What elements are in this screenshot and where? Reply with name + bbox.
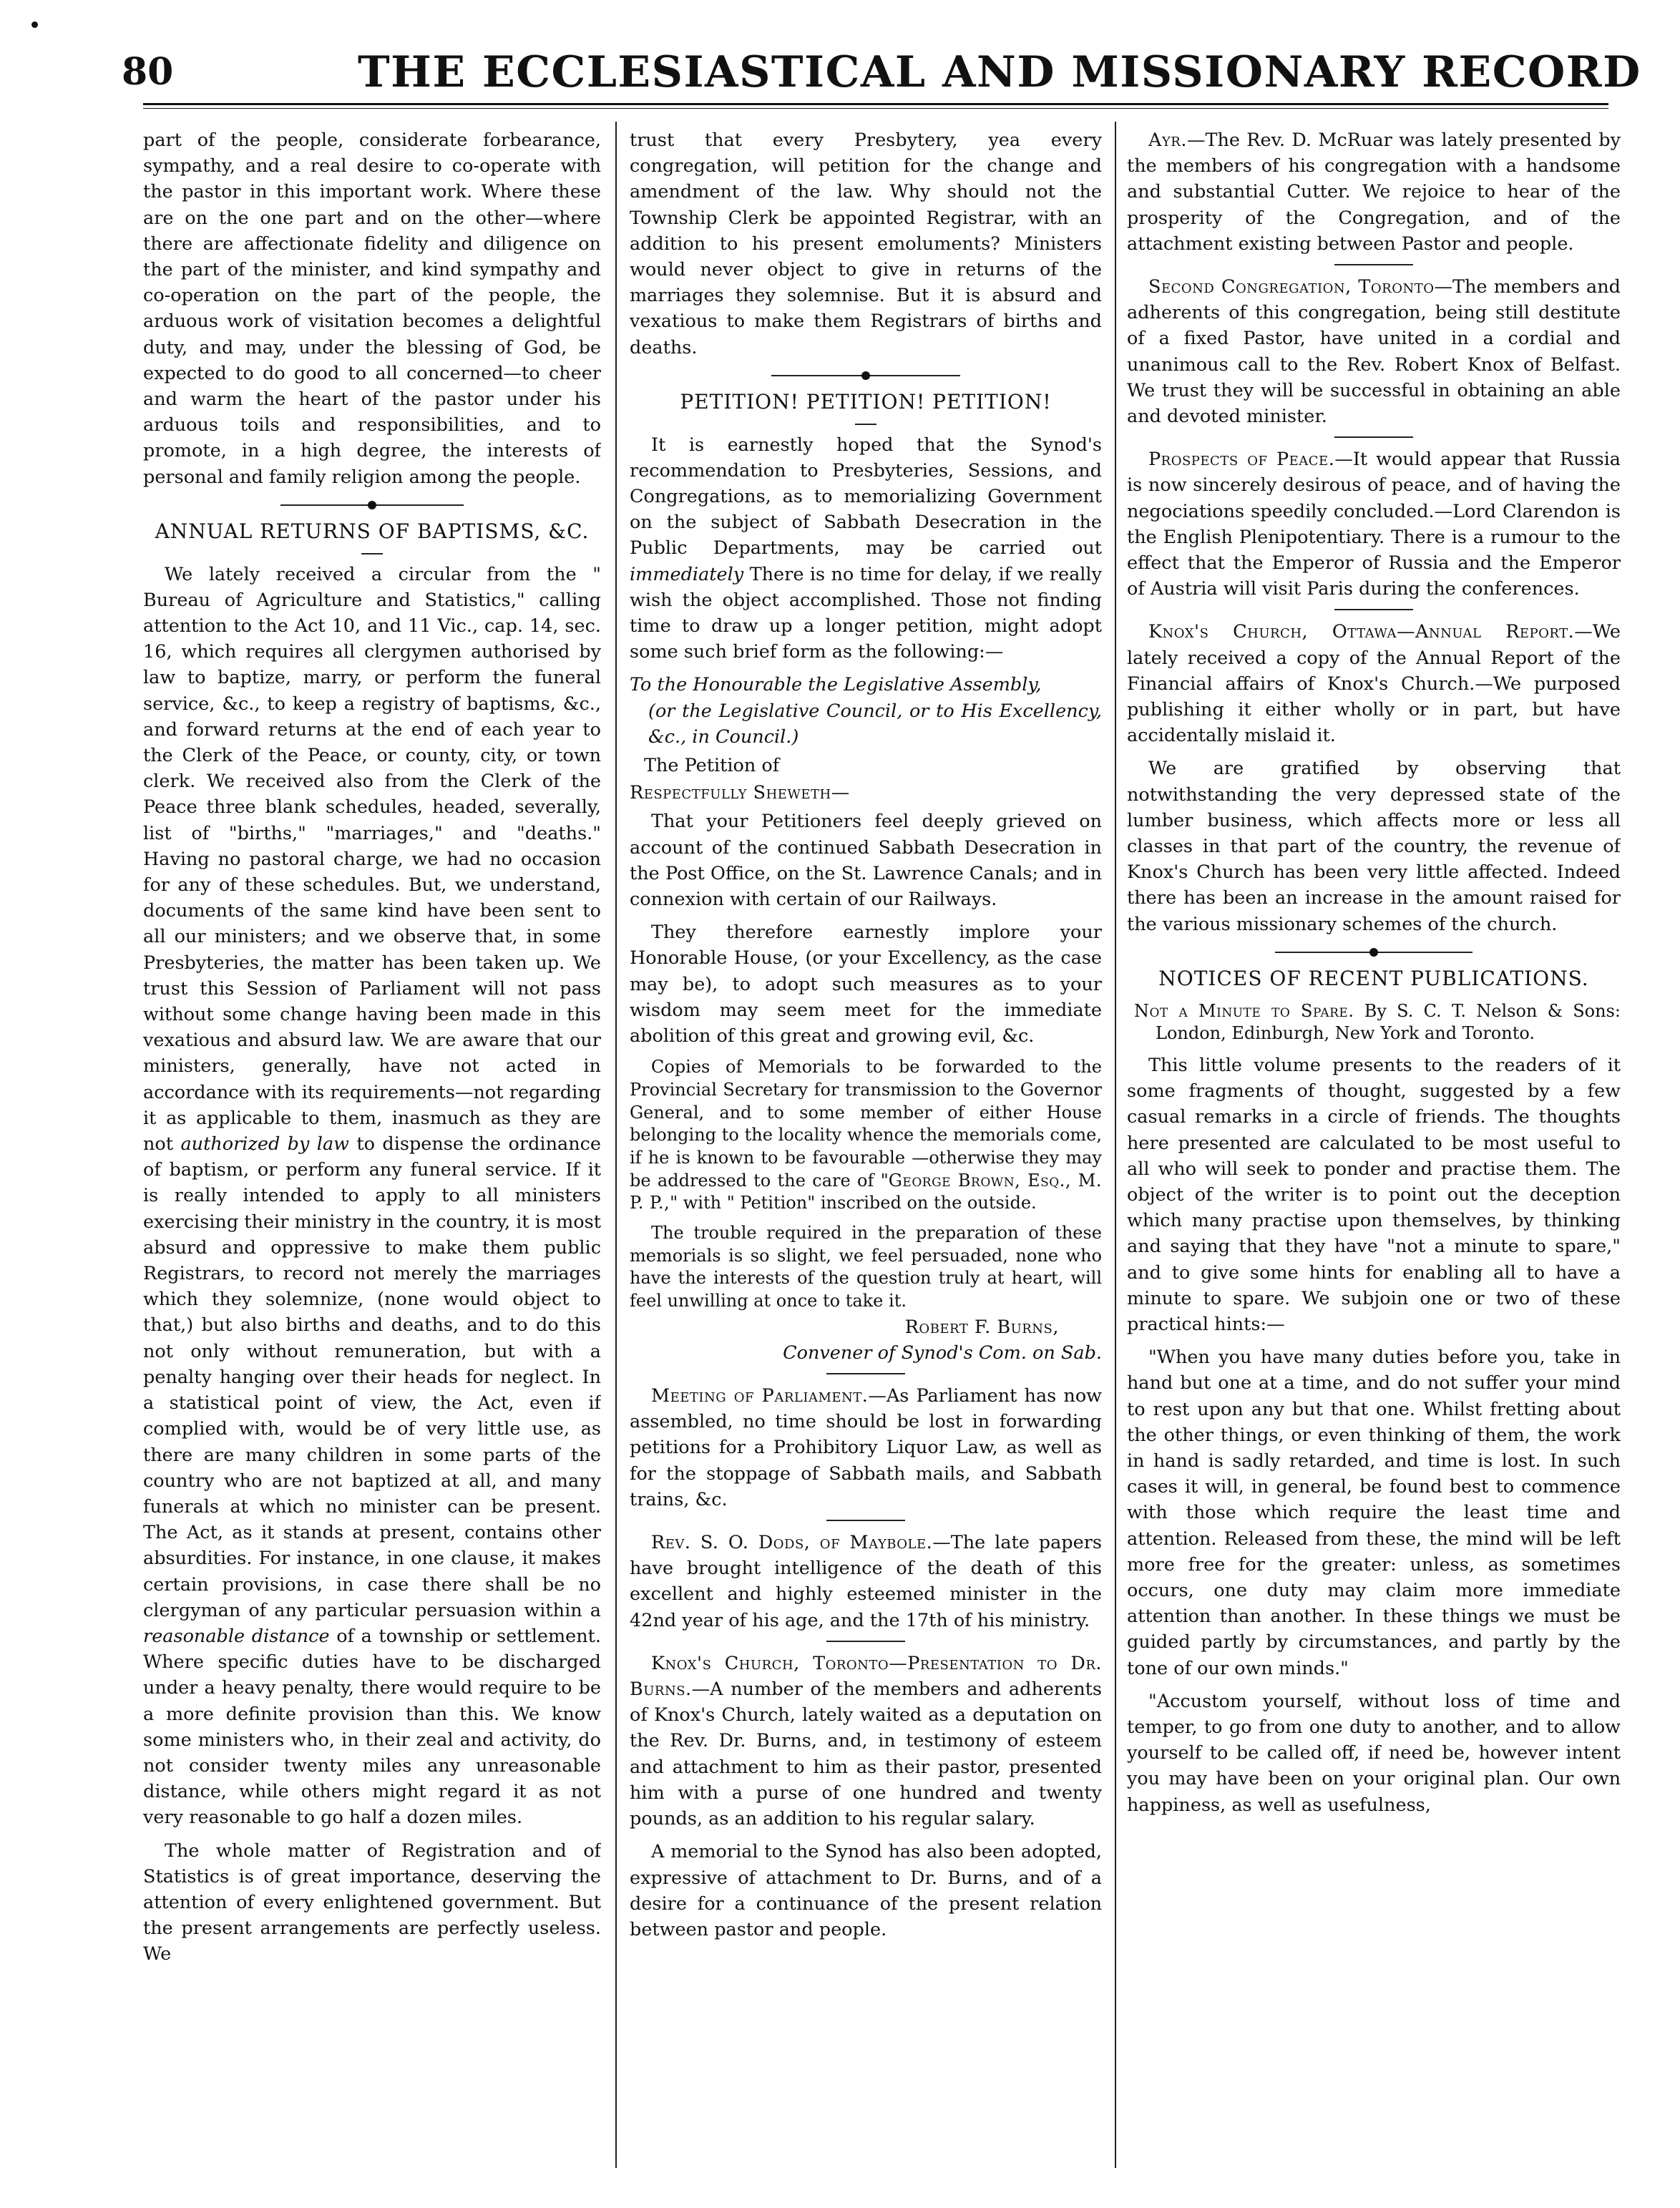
paragraph-knox-ottawa-2: We are gratified by observing that notwithstanding the very depressed state of the lumber business, which affects more or less all classes in that part of the country, the revenue of Knox's Church has been very little affected. Indeed there has been an increase in the amount raised for the various missionary schemes of the church. — [1127, 758, 1621, 935]
smallcaps-run: Not a Minute to Spare. — [1134, 1000, 1354, 1021]
paragraph-petition-5: The trouble required in the preparation of these memorials is so slight, we feel persuaded, none who have the interests of the question truly at heart, will feel unwilling at once to take it. — [630, 1222, 1102, 1311]
address-line: (or the Legislative Council, or to His Excellency, &c., in Council.) — [648, 700, 1102, 748]
column-1 — [143, 127, 601, 2188]
section-rule — [1334, 609, 1413, 610]
heading-petition: PETITION! PETITION! PETITION! — [680, 389, 1052, 414]
page-number: 80 — [122, 50, 174, 94]
italic-run: authorized by law — [180, 1133, 349, 1156]
column-divider-1 — [615, 122, 617, 2168]
text-run: —A number of the members and adherents of Knox's Church, lately waited as a deputation on the Rev. Dr. Burns, and, in testimony of esteem and attachment to him as their pastor, presented him with a purse of one hundred and twenty pounds, as an addition to his regular salary. — [630, 1679, 1102, 1830]
smallcaps-run: Second Congregation, Toronto — [1148, 276, 1435, 298]
column-3 — [1127, 127, 1621, 2188]
section-rule — [1334, 436, 1413, 438]
smallcaps-run: Knox's Church, Toronto—Presentation to Dr. Burns. — [630, 1652, 1102, 1701]
heading-annual-returns: ANNUAL RETURNS OF BAPTISMS, &C. — [155, 519, 590, 543]
heading-rule — [855, 424, 876, 425]
paragraph-petition-1 — [630, 432, 1102, 665]
signature-title: Convener of Synod's Com. on Sab. — [783, 1342, 1102, 1364]
text-run: —The Rev. D. McRuar was lately presented by the members of his congregation with a handsome and substantial Cutter. We rejoice to hear of the prosperity of the Congregation, and of the attachment existing between Pastor and people. — [1127, 130, 1621, 255]
text-run: of a township or settlement. Where specific duties have to be discharged under a heavy penalty, there would require to be a more definite provision than this. We know some ministers who, in their zeal and activity, do not consider twenty miles any unreasonable distance, while others might regard it as not very reasonable to go half a dozen miles. — [143, 1625, 601, 1829]
smallcaps-run: Ayr. — [1148, 130, 1187, 151]
paragraph-petition-3: They therefore earnestly implore your Honorable House, (or your Excellency, as the case may be), to adopt such measures as to your wisdom may seem meet for the immediate abolition of this great and growing evil, &c. — [630, 922, 1102, 1047]
paragraph-publication-3: "Accustom yourself, without loss of time and temper, to go from one duty to another, and to allow yourself to be called off, if need be, however intent you may have been on your original plan. Our own happiness, as well as usefulness, — [1127, 1690, 1621, 1816]
column-divider-2 — [1115, 122, 1116, 2168]
heading-rule — [361, 553, 383, 555]
smallcaps-run: Rev. S. O. Dods, of Maybole. — [651, 1532, 933, 1554]
paragraph-knox-ottawa — [1127, 619, 1621, 748]
section-separator — [143, 497, 601, 513]
paragraph-petition-2: That your Petitioners feel deeply grieved on account of the continued Sabbath Desecration in the Post Office, on the St. Lawrence Canals; and in connexion with certain of our Railways. — [630, 811, 1102, 911]
text-run: to dispense the ordinance of baptism, or perform any funeral service. If it is really intended to apply to all ministers exercising their ministry in the country, it is most absurd and oppressive to make them public Registrars, to record not merely the marriages which they solemnize, (none would object to that,) but also births and deaths, and to do this not only without remuneration, but with a penalty hanging over their heads for neglect. In a statistical point of view, the Act, even if complied with, would be of very little use, as there are many children in some parts of the country who are not baptized at all, and many funerals at which no minister can be present. The Act, as it stands at present, contains other absurdities. For instance, in one clause, it makes certain provisions, in case there shall be no clergyman of any particular persuasion within a — [143, 1133, 601, 1621]
page-header — [122, 47, 1641, 107]
paragraph-continued: part of the people, considerate forbearance, sympathy, and a real desire to co-operate with the pastor in this important work. Where these are on the one part and on the other—where there are affectionate fidelity and diligence on the part of the minister, and kind sympathy and co-operation on the part of the people, the arduous work of visitation becomes a delightful duty, and may, under the blessing of God, be expected to do good to all concerned—to cheer and warm the heart of the pastor under his arduous toils and responsibilities, and to promote, in a high degree, the interests of personal and family religion among the people. — [143, 130, 601, 488]
text-run: —As Parliament has now assembled, no time should be lost in forwarding petitions for a Prohibitory Liquor Law, as well as for the stoppage of Sabbath mails, and Sabbath trains, &c. — [630, 1385, 1102, 1510]
address-line: To the Honourable the Legislative Assembly, — [630, 674, 1042, 696]
section-separator — [1127, 944, 1621, 960]
text-run: " with " Petition" inscribed on the outside. — [670, 1193, 1037, 1213]
publication-entry — [1127, 1000, 1621, 1045]
text-run: —We lately received a copy of the Annual Report of the Financial affairs of Knox's Church.—We purposed publishing it either wholly or in part, but have accidentally mislaid it. — [1127, 621, 1621, 747]
text-run: —It would appear that Russia is now sincerely desirous of peace, and of having the negociations speedily concluded.—Lord Clarendon is the English Plenipotentiary. There is a rumour to the effect that the Emperor of Russia and the Emperor of Austria will visit Paris during the conferences. — [1127, 449, 1621, 600]
petition-of: The Petition of — [644, 755, 780, 777]
paragraph-knox-toronto — [630, 1651, 1102, 1832]
text-run: It is earnestly hoped that the Synod's recommendation to Presbyteries, Sessions, and Congregations, as to memorializing Government on the subject of Sabbath Desecration in the Public Departments, may be carried out — [630, 434, 1102, 560]
paragraph-baptisms-1 — [143, 562, 601, 1831]
paragraph-parliament — [630, 1383, 1102, 1513]
smallcaps-run: Knox's Church, Ottawa—Annual Report. — [1148, 621, 1575, 643]
paragraph-publication-1: This little volume presents to the readers of it some fragments of thought, suggested by a few casual remarks in a circle of friends. The thoughts here presented are calculated to be most useful to all who will seek to ponder and practise them. The object of the writer is to point out the deception which many practise upon themselves, by thinking and saying that they have "not a minute to spare," and to give some hints for enabling all to have a minute to spare. We subjoin one or two of these practical hints:— — [1127, 1054, 1621, 1336]
petition-sheweth: Respectfully Sheweth— — [630, 782, 850, 804]
header-rule-thin — [143, 108, 1608, 109]
text-run: By S. C. T. Nelson & Sons: London, Edinburgh, New York and Toronto. — [1156, 1000, 1621, 1044]
stray-mark — [31, 21, 38, 28]
paragraph-second-congregation — [1127, 274, 1621, 429]
petition-address — [630, 672, 1102, 750]
paragraph-publication-2: "When you have many duties before you, take in hand but one at a time, and do not suffer your mind to rest upon any but that one. Whilst fretting about the other things, or even thinking of them, the work in hand is sadly retarded, and time is lost. In such cases it will, in general, be found best to commence with those which require the least time and attention. Released from these, the mind will be left more free for the greater: unless, as sometimes occurs, one duty may claim more immediate attention than another. In these things we must be guided partly by circumstances, and partly by the tone of our own minds." — [1127, 1347, 1621, 1679]
paragraph-petition-4 — [630, 1056, 1102, 1215]
text-run: There is no time for delay, if we really wish the object accomplished. Those not finding time to draw up a longer petition, might adopt some such brief form as the following:— — [630, 563, 1102, 663]
text-run: —The late papers have brought intelligence of the death of this excellent and highly esteemed minister in the 42nd year of his age, and the 17th of his ministry. — [630, 1532, 1102, 1631]
section-rule — [826, 1373, 905, 1374]
section-rule — [826, 1641, 905, 1642]
text-run: Copies of Memorials to be forwarded to the Provincial Secretary for transmission to the Governor General, and to some member of either House belonging to the locality whence the memorials come, if he is known to be favourable —otherwise they may be addressed to the care of " — [630, 1057, 1102, 1191]
paragraph-baptisms-2: The whole matter of Registration and of Statistics is of great importance, deserving the attention of every enlightened government. But the present arrangements are perfectly useless. We — [143, 1840, 601, 1965]
paragraph-peace — [1127, 446, 1621, 602]
paragraph-continued: trust that every Presbytery, yea every congregation, will petition for the change and amendment of the law. Why should not the Township Clerk be appointed Registrar, with an addition to his present emoluments? Ministers would never object to give in returns of the marriages they solemnise. But it is absurd and vexatious to make them Registrars of births and deaths. — [630, 130, 1102, 358]
header-rule — [143, 103, 1608, 105]
italic-run: immediately — [630, 563, 744, 585]
smallcaps-run: George Brown, Esq., M. P. P., — [630, 1170, 1102, 1213]
section-rule — [826, 1520, 905, 1521]
signature-name: Robert F. Burns, — [904, 1316, 1059, 1338]
smallcaps-run: Meeting of Parliament. — [651, 1385, 869, 1407]
italic-run: reasonable distance — [143, 1625, 330, 1647]
text-run: —The members and adherents of this congregation, being still destitute of a fixed Pastor, have united in a cordial and unanimous call to the Rev. Robert Knox of Belfast. We trust they will be successful in obtaining an able and devoted minister. — [1127, 276, 1621, 428]
paragraph-ayr — [1127, 127, 1621, 257]
page-title: THE ECCLESIASTICAL AND MISSIONARY RECORD — [358, 47, 1641, 97]
section-rule — [1334, 264, 1413, 265]
smallcaps-run: Prospects of Peace. — [1148, 449, 1335, 471]
paragraph-memorial: A memorial to the Synod has also been adopted, expressive of attachment to Dr. Burns, and of a desire for a continuance of the present relation between pastor and people. — [630, 1841, 1102, 1940]
text-run: We lately received a circular from the " Bureau of Agriculture and Statistics," calling attention to the Act 10, and 11 Vic., cap. 14, sec. 16, which requires all clergymen authorised by law to baptize, marry, or perform the funeral service, &c., to keep a registry of baptisms, &c., and forward returns at the end of each year to the Clerk of the Peace, or county, city, or town clerk. We received also from the Clerk of the Peace three blank schedules, headed, severally, list of "births," "marriages," and "deaths." Having no pastoral charge, we had no occasion for any of these schedules. But, we understand, documents of the same kind have been sent to all our ministers; and we observe that, in some Presbyteries, the matter has been taken up. We trust this Session of Parliament will not pass without some change having been made in this vexatious and absurd law. We are aware that our ministers, generally, have not acted in accordance with its requirements—not regarding it as applicable to them, inasmuch as they are not — [143, 563, 601, 1156]
heading-notices: NOTICES OF RECENT PUBLICATIONS. — [1158, 966, 1589, 990]
section-separator — [630, 368, 1102, 384]
column-2 — [630, 127, 1102, 2188]
paragraph-dods — [630, 1530, 1102, 1633]
